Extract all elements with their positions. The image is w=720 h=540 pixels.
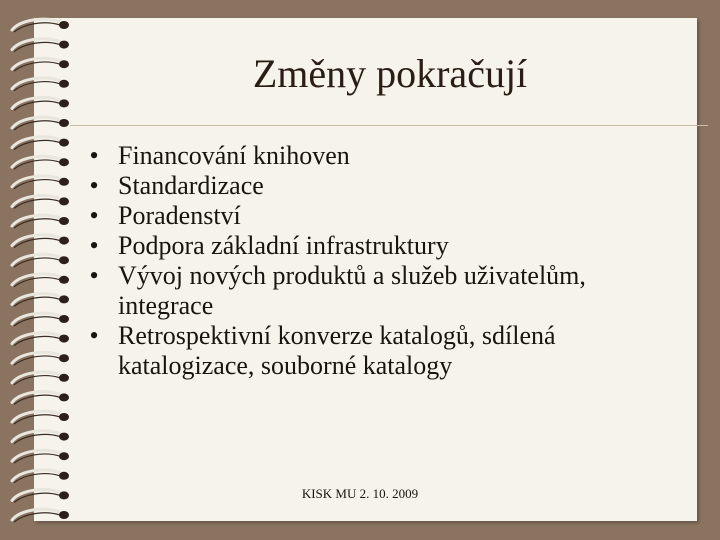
bullet-item bbox=[84, 231, 674, 261]
bullet-marker: • bbox=[89, 171, 99, 200]
binding-ring bbox=[12, 196, 69, 209]
bullet-list bbox=[84, 141, 674, 381]
binding-ring bbox=[12, 156, 69, 169]
binding-ring bbox=[12, 19, 69, 32]
bullet-text: Podpora základní infrastruktury bbox=[118, 231, 449, 260]
bullet-marker: • bbox=[89, 141, 99, 170]
bullet-item bbox=[84, 321, 674, 381]
binding-ring bbox=[12, 117, 69, 130]
slide-title: Změny pokračují bbox=[252, 51, 528, 96]
bullet-text: Vývoj nových produktů a služeb uživatelům, integrace bbox=[118, 261, 586, 320]
binding-ring bbox=[12, 450, 69, 463]
binding-ring bbox=[12, 235, 69, 248]
binding-ring bbox=[12, 294, 69, 307]
binding-ring bbox=[12, 411, 69, 424]
bullet-item bbox=[84, 141, 674, 171]
bullet-marker: • bbox=[89, 201, 99, 230]
binding-ring bbox=[12, 274, 69, 287]
binding-ring bbox=[12, 509, 69, 522]
bullet-marker: • bbox=[89, 231, 99, 260]
title-divider bbox=[70, 125, 708, 126]
binding-ring bbox=[12, 392, 69, 405]
bullet-marker: • bbox=[89, 261, 99, 290]
bullet-text: Standardizace bbox=[118, 171, 264, 200]
binding-ring bbox=[12, 254, 69, 267]
binding-ring bbox=[12, 176, 69, 189]
bullet-text: Retrospektivní konverze katalogů, sdílená katalogizace, souborné katalogy bbox=[118, 321, 556, 380]
bullet-text: Poradenství bbox=[118, 201, 241, 230]
binding-ring bbox=[12, 431, 69, 444]
slide-footer: KISK MU 2. 10. 2009 bbox=[301, 486, 419, 501]
binding-ring bbox=[12, 352, 69, 365]
bullet-marker: • bbox=[89, 321, 99, 350]
bullet-item bbox=[84, 201, 674, 231]
bullet-text: Financování knihoven bbox=[118, 141, 350, 170]
binding-ring bbox=[12, 215, 69, 228]
binding-ring bbox=[12, 333, 69, 346]
bullet-item bbox=[84, 261, 674, 321]
binding-ring bbox=[12, 470, 69, 483]
binding-ring bbox=[12, 137, 69, 150]
binding-ring bbox=[12, 372, 69, 385]
binding-ring bbox=[12, 313, 69, 326]
bullet-item bbox=[84, 171, 674, 201]
